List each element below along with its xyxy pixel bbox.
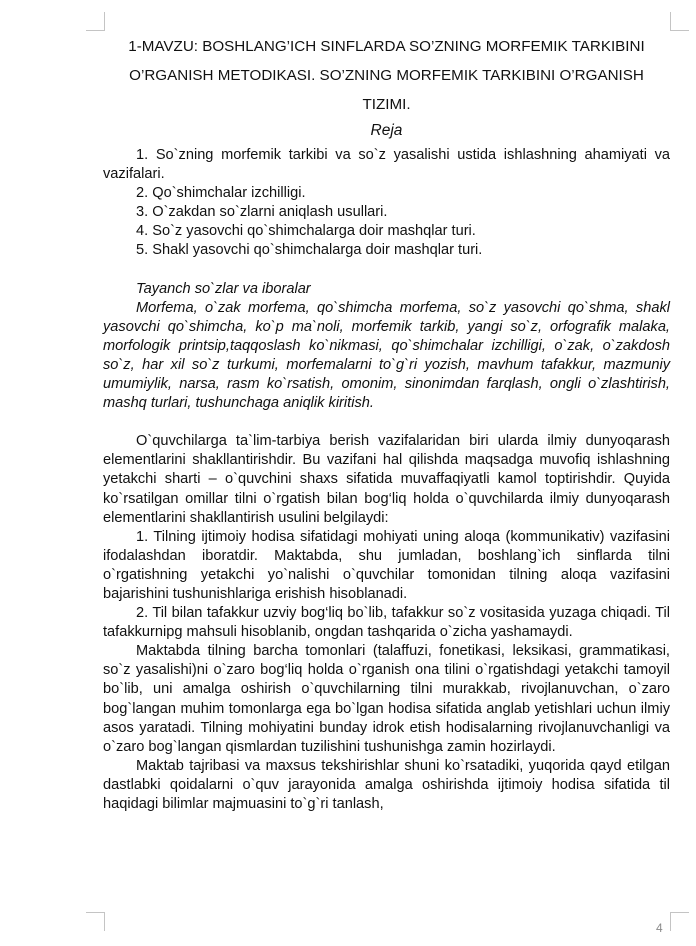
- page-number: 4: [656, 921, 663, 935]
- page-corner-mark-top-right: [670, 12, 689, 31]
- spacer: [103, 413, 670, 432]
- page-corner-mark-top-left: [86, 12, 105, 31]
- page-content: [103, 32, 670, 814]
- plan-item: 1. So`zning morfemik tarkibi va so`z yasalishi ustida ishlashning ahamiyati va vazifalari.: [103, 147, 670, 183]
- title-line: TIZIMI.: [362, 96, 411, 113]
- plan-item: 2. Qo`shimchalar izchilligi.: [136, 185, 306, 202]
- page-corner-mark-bottom-right: [670, 912, 689, 931]
- body-paragraph: 1. Tilning ijtimoiy hodisa sifatidagi mohiyati uning aloqa (kommunikativ) vazifasini ifodalashdan iboratdir. Maktabda, shu jumladan, boshlang`ich sinflarda tilni o`rgatishning yetakchi yo`nalishi o`quvchilar tomonidan tilning aloqa vazifasini bajarishini tushunishlariga erishish hisoblanadi.: [103, 528, 670, 602]
- body-paragraph: 2. Til bilan tafakkur uzviy bog‘liq bo`lib, tafakkur so`z vositasida yuzaga chiqadi. Til tafakkurnipg mahsuli hisoblanib, ongdan tashqarida o`zicha yashamaydi.: [103, 605, 670, 641]
- plan-item: 4. So`z yasovchi qo`shimchalarga doir mashqlar turi.: [136, 223, 476, 240]
- document-title: [103, 32, 670, 119]
- keywords-text: Morfema, o`zak morfema, qo`shimcha morfema, so`z yasovchi qo`shma, shakl yasovchi qo`shimcha, ko`p ma`noli, morfemik tarkib, yangi so`z, orfografik malaka, morfologik printsip,taqqoslash ko`nikmasi, qo`shimchalar izchilligi, o`zak, o`zakdosh so`z, har xil so`z turkumi, morfemalarni to`g`ri yozish, mavhum tafakkur, mazmuniy umumiylik, narsa, rasm ko`rsatish, omonim, sinonimdan farqlash, ongli o`zlashtirish, mashq turlari, tushunchaga aniqlik kiritish.: [103, 299, 670, 412]
- plan-item: 3. O`zakdan so`zlarni aniqlash usullari.: [136, 204, 388, 221]
- page-corner-mark-bottom-left: [86, 912, 105, 931]
- title-line: O’RGANISH METODIKASI. SO’ZNING MORFEMIK TARKIBINI O’RGANISH: [129, 67, 644, 84]
- keywords-heading: Tayanch so`zlar va iboralar: [136, 280, 311, 297]
- body-paragraph: Maktab tajribasi va maxsus tekshirishlar shuni ko`rsatadiki, yuqorida qayd etilgan dastlabki qoidalarni o`quv jarayonida amalga oshirishda ijtimoiy hodisa sifatida til haqidagi bilimlar majmuasini to`g`ri tanlash,: [103, 757, 670, 812]
- plan-heading: Reja: [370, 122, 403, 139]
- spacer: [103, 261, 670, 280]
- plan-item: 5. Shakl yasovchi qo`shimchalarga doir mashqlar turi.: [136, 242, 483, 259]
- body-paragraph: Maktabda tilning barcha tomonlari (talaffuzi, fonetikasi, leksikasi, grammatikasi, so`z yasalishi)ni o`zaro bog‘liq holda o`rganish ona tilini o`rgatishdagi yetakchi tamoyil bo`lib, uni amalga oshirish o`quvchilarning tilni murakkab, rivojlanuvchan, o`zaro bog`langan muhim tomonlarga ega bo`lgan hodisa sifatida anglab yetishlari uchun ilmiy asos yaratadi. Tilning mohiyatini bunday idrok etish hodisalarning rivojlanuvchanligi va o`zaro bog`langan qismlardan tuzilishini tushunishga zamin hozirlaydi.: [103, 643, 670, 755]
- body-paragraph: O`quvchilarga ta`lim-tarbiya berish vazifalaridan biri ularda ilmiy dunyoqarash elementlarini shakllantirishdir. Bu vazifani hal qilishda maqsadga muvofiq ishlashning yetakchi sharti – o`quvchini shaxs sifatida muvaffaqiyatli kamol toptirishdir. Quyida ko`rsatilgan omillar tilni o`rgatish bilan bog‘liq holda o`quvchilarda ilmiy dunyoqarash elementlarini shakllantirish usulini belgilaydi:: [103, 433, 670, 526]
- title-line: 1-MAVZU: BOSHLANG’ICH SINFLARDA SO’ZNING MORFEMIK TARKIBINI: [128, 38, 645, 55]
